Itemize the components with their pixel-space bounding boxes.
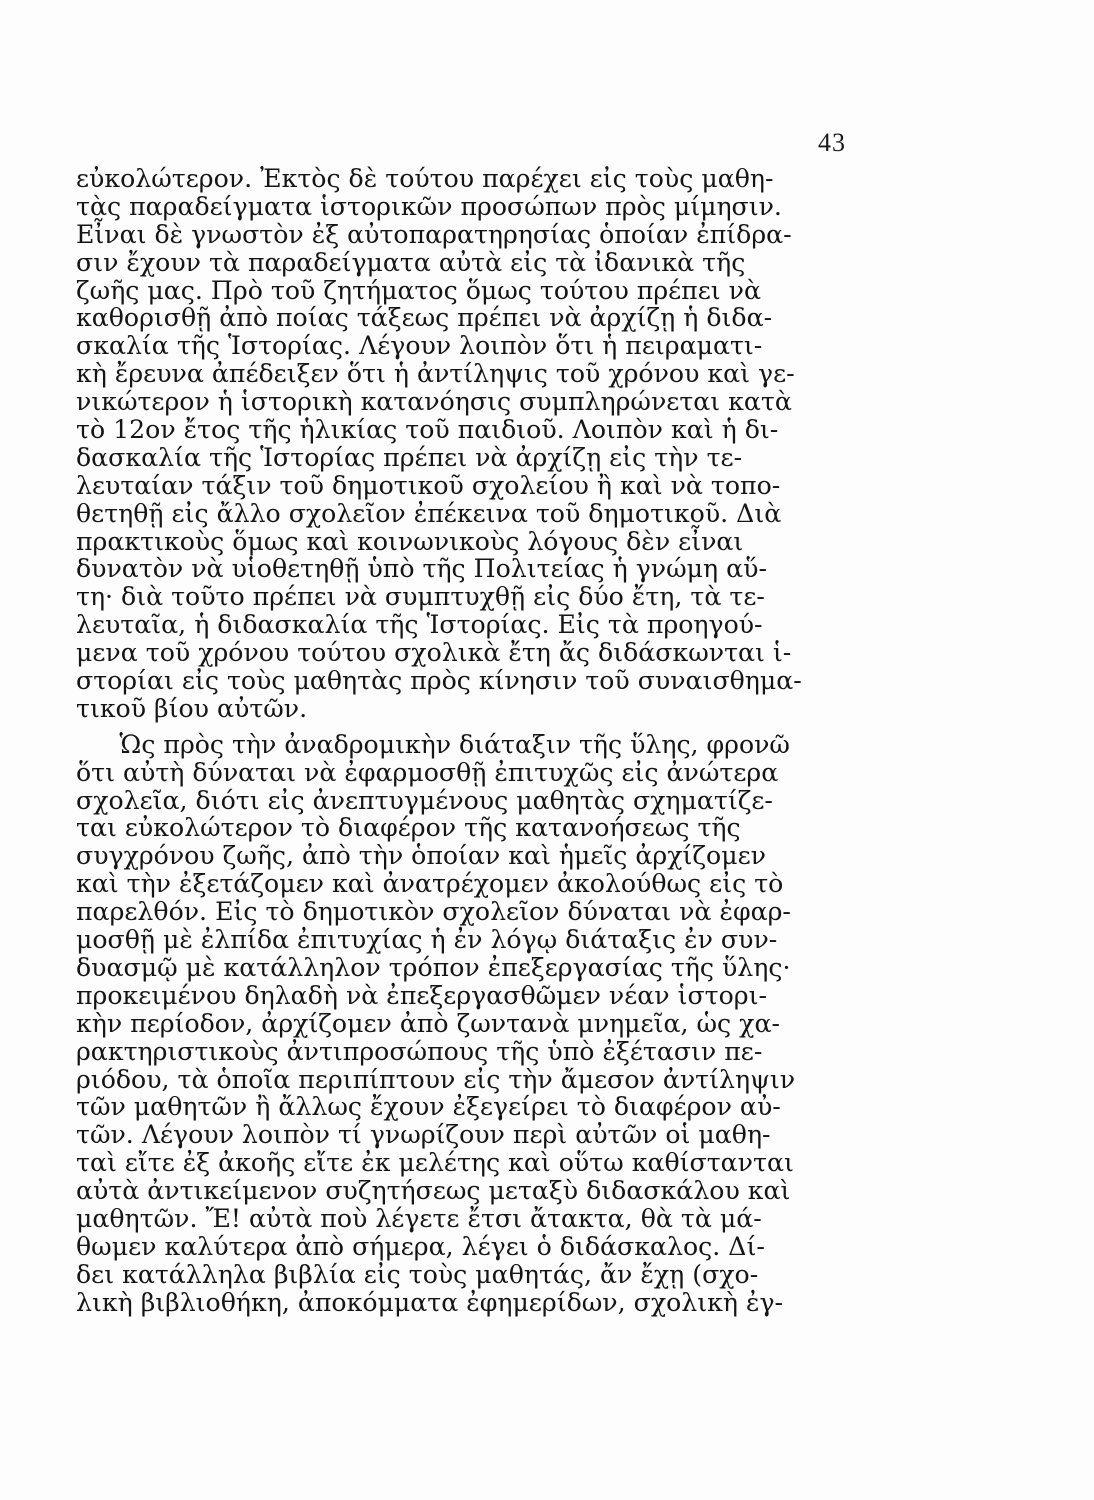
- text-line: ὅτι αὐτὴ δύναται νὰ ἐφαρμοσθῇ ἐπιτυχῶς εἰς ἀνώτερα: [76, 757, 779, 788]
- text-line: ται εὐκολώτερον τὸ διαφέρον τῆς κατανοήσεως τῆς: [76, 813, 741, 844]
- text-line: τὰς παραδείγματα ἱστορικῶν προσώπων πρὸς μίμησιν.: [76, 191, 782, 222]
- text-line: λευταῖα, ἡ διδασκαλία τῆς Ἱστορίας. Εἰς τὰ προηγού-: [76, 610, 763, 641]
- text-line: νικώτερον ἡ ἱστορικὴ κατανόησις συμπληρώνεται κατὰ: [76, 387, 792, 418]
- text-line: τὸ 12ον ἔτος τῆς ἡλικίας τοῦ παιδιοῦ. Λοιπὸν καὶ ἡ δι-: [76, 415, 779, 446]
- text-line: εὐκολώτερον. Ἐκτὸς δὲ τούτου παρέχει εἰς τοὺς μαθη-: [76, 164, 774, 194]
- text-line: αὐτὰ ἀντικείμενον συζητήσεως μεταξὺ διδασκάλου καὶ: [76, 1176, 791, 1207]
- text-line: στορίαι εἰς τοὺς μαθητὰς πρὸς κίνησιν τοῦ συναισθημα-: [76, 666, 802, 697]
- paragraph-2: [76, 729, 876, 1318]
- text-line: λευταίαν τάξιν τοῦ δημοτικοῦ σχολείου ἢ καὶ νὰ τοπο-: [76, 470, 781, 501]
- text-line: τῶν. Λέγουν λοιπὸν τί γνωρίζουν περὶ αὐτῶν οἱ μαθη-: [76, 1120, 771, 1151]
- text-line: ρακτηριστικοὺς ἀντιπροσώπους τῆς ὑπὸ ἐξέτασιν πε-: [76, 1036, 763, 1067]
- text-line: λικὴ βιβλιοθήκη, ἀποκόμματα ἐφημερίδων, σχολικὴ ἐγ-: [76, 1287, 784, 1318]
- text-line: ριόδου, τὰ ὁποῖα περιπίπτουν εἰς τὴν ἄμεσον ἀντίληψιν: [76, 1064, 796, 1095]
- text-line: δασκαλία τῆς Ἱστορίας πρέπει νὰ ἀρχίζῃ εἰς τὴν τε-: [76, 442, 743, 473]
- text-line: ταὶ εἴτε ἐξ ἀκοῆς εἴτε ἐκ μελέτης καὶ οὕτω καθίστανται: [76, 1148, 794, 1179]
- text-line: μοσθῇ μὲ ἐλπίδα ἐπιτυχίας ἡ ἐν λόγῳ διάταξις ἐν συν-: [76, 925, 778, 956]
- text-line: κὴν περίοδον, ἀρχίζομεν ἀπὸ ζωντανὰ μνημεῖα, ὡς χα-: [76, 1008, 780, 1039]
- text-line: σχολεῖα, διότι εἰς ἀνεπτυγμένους μαθητὰς σχηματίζε-: [76, 785, 773, 816]
- text-line: καὶ τὴν ἐξετάζομεν καὶ ἀνατρέχομεν ἀκολούθως εἰς τὸ: [76, 869, 784, 900]
- text-line: θετηθῇ εἰς ἄλλο σχολεῖον ἐπέκεινα τοῦ δημοτικοῦ. Διὰ: [76, 498, 782, 529]
- text-line: δει κατάλληλα βιβλία εἰς τοὺς μαθητάς, ἄν ἔχῃ (σχο-: [76, 1259, 759, 1290]
- text-line: θωμεν καλύτερα ἀπὸ σήμερα, λέγει ὁ διδάσκαλος. Δί-: [76, 1231, 765, 1262]
- text-line: συγχρόνου ζωῆς, ἀπὸ τὴν ὁποίαν καὶ ἡμεῖς ἀρχίζομεν: [76, 841, 766, 872]
- page-number: 43: [818, 128, 846, 157]
- text-line: Ὡς πρὸς τὴν ἀναδρομικὴν διάταξιν τῆς ὕλης, φρονῶ: [119, 729, 790, 760]
- text-line: προκειμένου δηλαδὴ νὰ ἐπεξεργασθῶμεν νέαν ἱστορι-: [76, 980, 767, 1011]
- text-line: καθορισθῇ ἀπὸ ποίας τάξεως πρέπει νὰ ἀρχίζῃ ἡ διδα-: [76, 303, 773, 334]
- text-line: ζωῆς μας. Πρὸ τοῦ ζητήματος ὅμως τούτου πρέπει νὰ: [76, 275, 762, 306]
- text-line: τη· διὰ τοῦτο πρέπει νὰ συμπτυχθῇ εἰς δύο ἔτη, τὰ τε-: [76, 582, 765, 613]
- text-line: σιν ἔχουν τὰ παραδείγματα αὐτὰ εἰς τὰ ἰδανικὰ τῆς: [76, 247, 746, 278]
- text-line: πρακτικοὺς ὅμως καὶ κοινωνικοὺς λόγους δὲν εἶναι: [76, 526, 744, 557]
- text-line: τῶν μαθητῶν ἢ ἄλλως ἔχουν ἐξεγείρει τὸ διαφέρον αὐ-: [76, 1092, 781, 1123]
- text-line: παρελθόν. Εἰς τὸ δημοτικὸν σχολεῖον δύναται νὰ ἐφαρ-: [76, 897, 791, 928]
- text-line: δυνατὸν νὰ υἱοθετηθῇ ὑπὸ τῆς Πολιτείας ἡ γνώμη αὕ-: [76, 554, 767, 585]
- paragraph-1: [76, 166, 876, 724]
- text-line: δυασμῷ μὲ κατάλληλον τρόπον ἐπεξεργασίας τῆς ὕλης·: [76, 952, 791, 983]
- text-line: κὴ ἔρευνα ἀπέδειξεν ὅτι ἡ ἀντίληψις τοῦ χρόνου καὶ γε-: [76, 359, 795, 390]
- body-text: [76, 166, 876, 1318]
- text-line: Εἶναι δὲ γνωστὸν ἐξ αὐτοπαρατηρησίας ὁποίαν ἐπίδρα-: [76, 219, 792, 250]
- text-line: μαθητῶν. Ἔ! αὐτὰ ποὺ λέγετε ἔτσι ἄτακτα, θὰ τὰ μά-: [76, 1203, 762, 1234]
- text-line: τικοῦ βίου αὐτῶν.: [76, 693, 308, 724]
- text-line: σκαλία τῆς Ἱστορίας. Λέγουν λοιπὸν ὅτι ἡ πειραματι-: [76, 331, 763, 362]
- text-line: μενα τοῦ χρόνου τούτου σχολικὰ ἔτη ἄς διδάσκωνται ἱ-: [76, 638, 792, 669]
